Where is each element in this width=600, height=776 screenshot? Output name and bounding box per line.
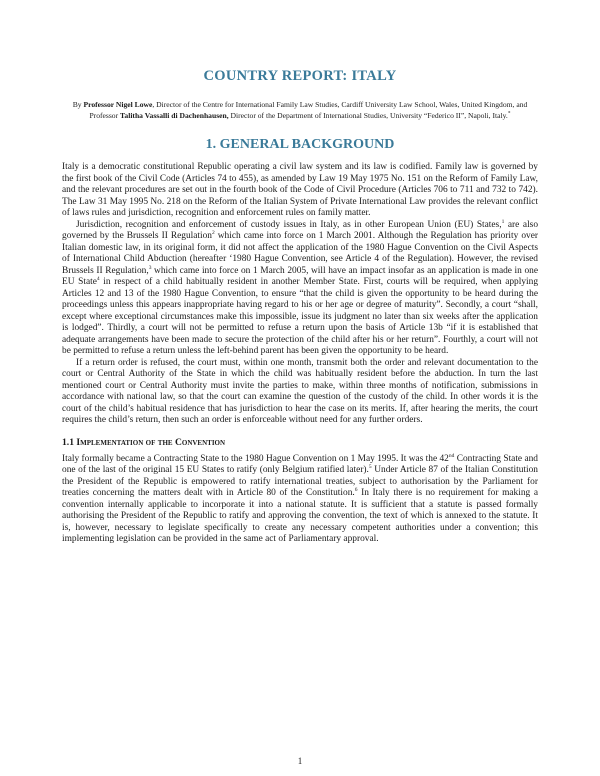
subsection-title-implementation: 1.1 Implementation of the Convention: [62, 436, 226, 448]
section-title-general-background: 1. GENERAL BACKGROUND: [205, 137, 395, 152]
text-run: which came into force on 1 March 2001. Although the Regulation has priority over Italian domestic law, in its original form, it did not affect the application of the 1980 Hague Convention on the Civil Aspects of International Child Abduction (hereafter ‘1980 Hague Convention, see Article 4 of the Regulation). However, the revised Brussels II Regulation,: [62, 231, 538, 276]
footnote-ref-3[interactable]: 3: [148, 264, 152, 271]
text-run: Under Article 87 of the Italian Constitution the President of the Republic is empowered to ratify international treaties, subject to authorisation by the Parliament for treaties concerning the matters dealt with in Article 80 of the Constitution.: [62, 465, 538, 498]
byline: [62, 99, 538, 121]
paragraph-intro: Italy is a democratic constitutional Republic operating a civil law system and its law is codified. Family law is governed by the first book of the Civil Code (Articles 74 to 455), as amended by Law 19 May 1975 No. 151 on the Reform of Family Law, and the relevant procedures are set out in the fourth book of the Code of Civil Procedure (Articles 706 to 711 and 732 to 742). The Law 31 May 1995 No. 218 on the Reform of the Italian System of Private International Law provides the relevant conflict of laws rules and jurisdiction, recognition and enforcement rules on family matter.: [62, 162, 538, 218]
footnote-ref-5[interactable]: 5: [368, 463, 372, 470]
author-1: Professor Nigel Lowe: [83, 100, 153, 109]
text-run: In Italy there is no requirement for making a convention internally applicable to incorporate it into a national statute. It is sufficient that a statute is passed formally authorising the President of the Republic to ratify and approving the convention, the text of which is annexed to the statute. It is, however, necessary to legislate specifically to create any necessary competent authorities under a convention; this implementing legislation can be provided in the same act of Parliamentary approval.: [62, 488, 539, 544]
paragraph-implementation: [62, 454, 538, 546]
author-2: Talitha Vassalli di Dachenhausen,: [120, 111, 229, 120]
text-run: Italy formally became a Contracting State to the 1980 Hague Convention on 1 May 1995. It was the 42: [62, 453, 449, 464]
footnote-ref-1[interactable]: 1: [501, 218, 505, 225]
page-number: 1: [297, 756, 303, 766]
ordinal-suffix: nd: [448, 452, 455, 459]
footnote-ref-6[interactable]: 6: [354, 486, 358, 493]
author-1-description: , Director of the Centre for International Family Law Studies, Cardiff University Law School, Wales, United Kingdom, and Professor: [89, 100, 528, 120]
author-2-description: Director of the Department of International Studies, University “Federico II”, Napoli, Italy.: [228, 111, 508, 120]
paragraph-return-refused: If a return order is refused, the court must, within one month, transmit both the order and relevant documentation to the court or Central Authority of the State in which the child was habitually resident before the abduction. In turn the last mentioned court or Central Authority must invite the parties to make, within three months of notification, submissions in accordance with national law, so that the court can examine the question of the custody of the child. In other words it is the court of the child’s habitual residence that has jurisdiction to hear the case on its merits. If, after hearing the merits, the court requires the child’s return, then such an order is enforceable without need for any further orders.: [62, 357, 538, 425]
footnote-ref-4[interactable]: 4: [96, 275, 100, 282]
text-run: Jurisdiction, recognition and enforcement of custody issues in Italy, as in other European Union (EU) States,: [76, 219, 502, 230]
text-run: in respect of a child habitually resident in another Member State. First, courts will be required, when applying Articles 12 and 13 of the 1980 Hague Convention, to ensure “that the child is given the opportunity to be heard during the proceedings unless this appears inappropriate having regard to his or her age or degree of maturity”. Secondly, a court “shall, except where exceptional circumstances make this impossible, issue its judgment no later than six weeks after the application is lodged”. Thirdly, a court will not be permitted to refuse a return upon the basis of Article 13b “if it is established that adequate arrangements have been made to secure the protection of the child after his or her return”. Fourthly, a court will not be permitted to refuse a return unless the left-behind parent has been given the opportunity to be heard.: [62, 277, 539, 356]
paragraph-jurisdiction: [62, 220, 538, 358]
byline-by: By: [72, 100, 84, 109]
footnote-ref-2[interactable]: 2: [212, 229, 215, 236]
text-run: Contracting State and one of the last of the original 15 EU States to ratify (only Belgium ratified later).: [62, 453, 538, 475]
report-title: COUNTRY REPORT: ITALY: [203, 68, 397, 84]
text-run: are also governed by the Brussels II Regulation: [62, 219, 539, 241]
byline-footnote-marker: *: [507, 110, 511, 117]
text-run: which came into force on 1 March 2005, will have an impact insofar as an application is made in one EU State: [62, 265, 538, 287]
